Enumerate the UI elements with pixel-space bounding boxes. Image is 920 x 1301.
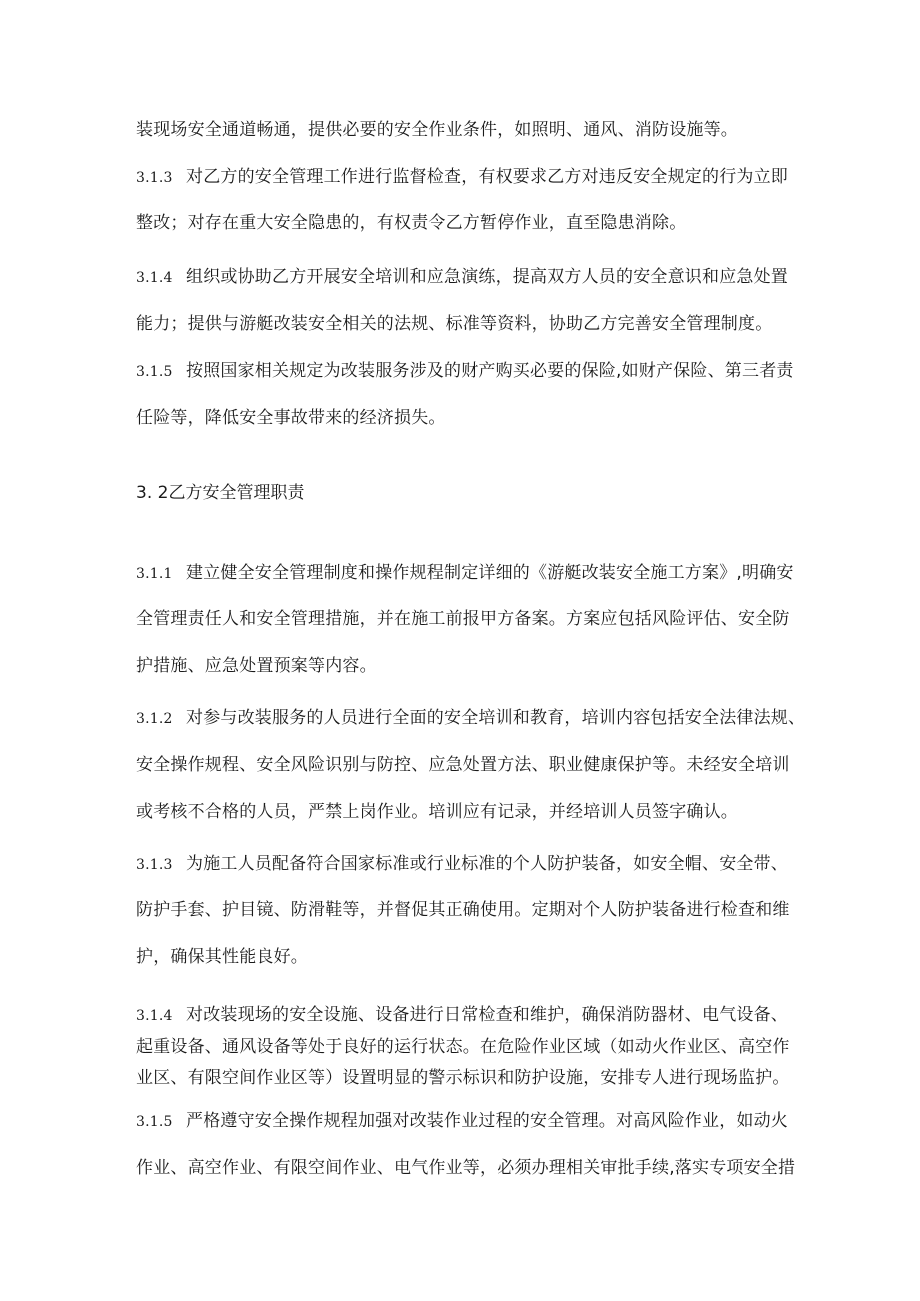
line-text: 作业、高空作业、有限空间作业、电气作业等，必须办理相关审批手续,落实专项安全措 bbox=[136, 1158, 796, 1178]
line-text: 全管理责任人和安全管理措施，并在施工前报甲方备案。方案应包括风险评估、安全防 bbox=[136, 609, 790, 629]
heading-text: 3. 2乙方安全管理职责 bbox=[136, 483, 305, 503]
clause-number: 3.1.4 bbox=[136, 270, 173, 286]
line-text: 能力；提供与游艇改装安全相关的法规、标准等资料，协助乙方完善安全管理制度。 bbox=[136, 314, 773, 334]
text-line bbox=[136, 899, 796, 921]
line-text: 严格遵守安全操作规程加强对改装作业过程的安全管理。对高风险作业，如动火 bbox=[186, 1111, 788, 1131]
clause-number: 3.1.5 bbox=[136, 1114, 173, 1130]
line-text: 护，确保其性能良好。 bbox=[136, 947, 308, 967]
text-line bbox=[136, 1067, 796, 1089]
clause-number: 3.1.2 bbox=[136, 711, 173, 727]
line-text: 安全操作规程、安全风险识别与防控、应急处置方法、职业健康保护等。未经安全培训 bbox=[136, 755, 790, 775]
line-text: 装现场安全通道畅通，提供必要的安全作业条件，如照明、通风、消防设施等。 bbox=[136, 120, 738, 140]
text-line bbox=[136, 562, 796, 585]
text-line bbox=[136, 407, 796, 429]
text-line bbox=[136, 946, 796, 968]
text-line bbox=[136, 801, 796, 823]
section-heading bbox=[136, 482, 796, 504]
line-text: 为施工人员配备符合国家标准或行业标准的个人防护装备，如安全帽、安全带、 bbox=[186, 854, 788, 874]
line-text: 防护手套、护目镜、防滑鞋等，并督促其正确使用。定期对个人防护装备进行检查和维 bbox=[136, 900, 790, 920]
text-line bbox=[136, 707, 806, 730]
text-line bbox=[136, 119, 796, 141]
text-line bbox=[136, 1036, 796, 1058]
line-text: 对乙方的安全管理工作进行监督检查，有权要求乙方对违反安全规定的行为立即 bbox=[186, 167, 788, 187]
line-text: 或考核不合格的人员，严禁上岗作业。培训应有记录，并经培训人员签字确认。 bbox=[136, 802, 738, 822]
clause-number: 3.1.5 bbox=[136, 364, 173, 380]
clause-number: 3.1.3 bbox=[136, 170, 173, 186]
text-line bbox=[136, 266, 796, 289]
text-line bbox=[136, 1004, 796, 1027]
text-line bbox=[136, 853, 796, 876]
line-text: 组织或协助乙方开展安全培训和应急演练，提高双方人员的安全意识和应急处置 bbox=[186, 267, 788, 287]
clause-number: 3.1.4 bbox=[136, 1008, 173, 1024]
line-text: 整改；对存在重大安全隐患的，有权责令乙方暂停作业，直至隐患消除。 bbox=[136, 213, 687, 233]
line-text: 任险等，降低安全事故带来的经济损失。 bbox=[136, 408, 446, 428]
line-text: 对改装现场的安全设施、设备进行日常检查和维护，确保消防器材、电气设备、 bbox=[186, 1005, 788, 1025]
text-line bbox=[136, 313, 796, 335]
line-text: 按照国家相关规定为改装服务涉及的财产购买必要的保险,如财产保险、第三者责 bbox=[186, 361, 794, 381]
line-text: 业区、有限空间作业区等）设置明显的警示标识和防护设施，安排专人进行现场监护。 bbox=[136, 1068, 790, 1088]
text-line bbox=[136, 166, 796, 189]
clause-number: 3.1.3 bbox=[136, 857, 173, 873]
text-line bbox=[136, 754, 796, 776]
text-line bbox=[136, 1157, 796, 1179]
text-line bbox=[136, 212, 796, 234]
text-line bbox=[136, 360, 796, 383]
clause-number: 3.1.1 bbox=[136, 566, 173, 582]
line-text: 建立健全安全管理制度和操作规程制定详细的《游艇改装安全施工方案》,明确安 bbox=[186, 563, 794, 583]
line-text: 护措施、应急处置预案等内容。 bbox=[136, 656, 377, 676]
text-line bbox=[136, 1110, 796, 1133]
text-line bbox=[136, 655, 796, 677]
text-line bbox=[136, 608, 796, 630]
line-text: 起重设备、通风设备等处于良好的运行状态。在危险作业区域（如动火作业区、高空作 bbox=[136, 1037, 790, 1057]
line-text: 对参与改装服务的人员进行全面的安全培训和教育，培训内容包括安全法律法规、 bbox=[186, 708, 806, 728]
